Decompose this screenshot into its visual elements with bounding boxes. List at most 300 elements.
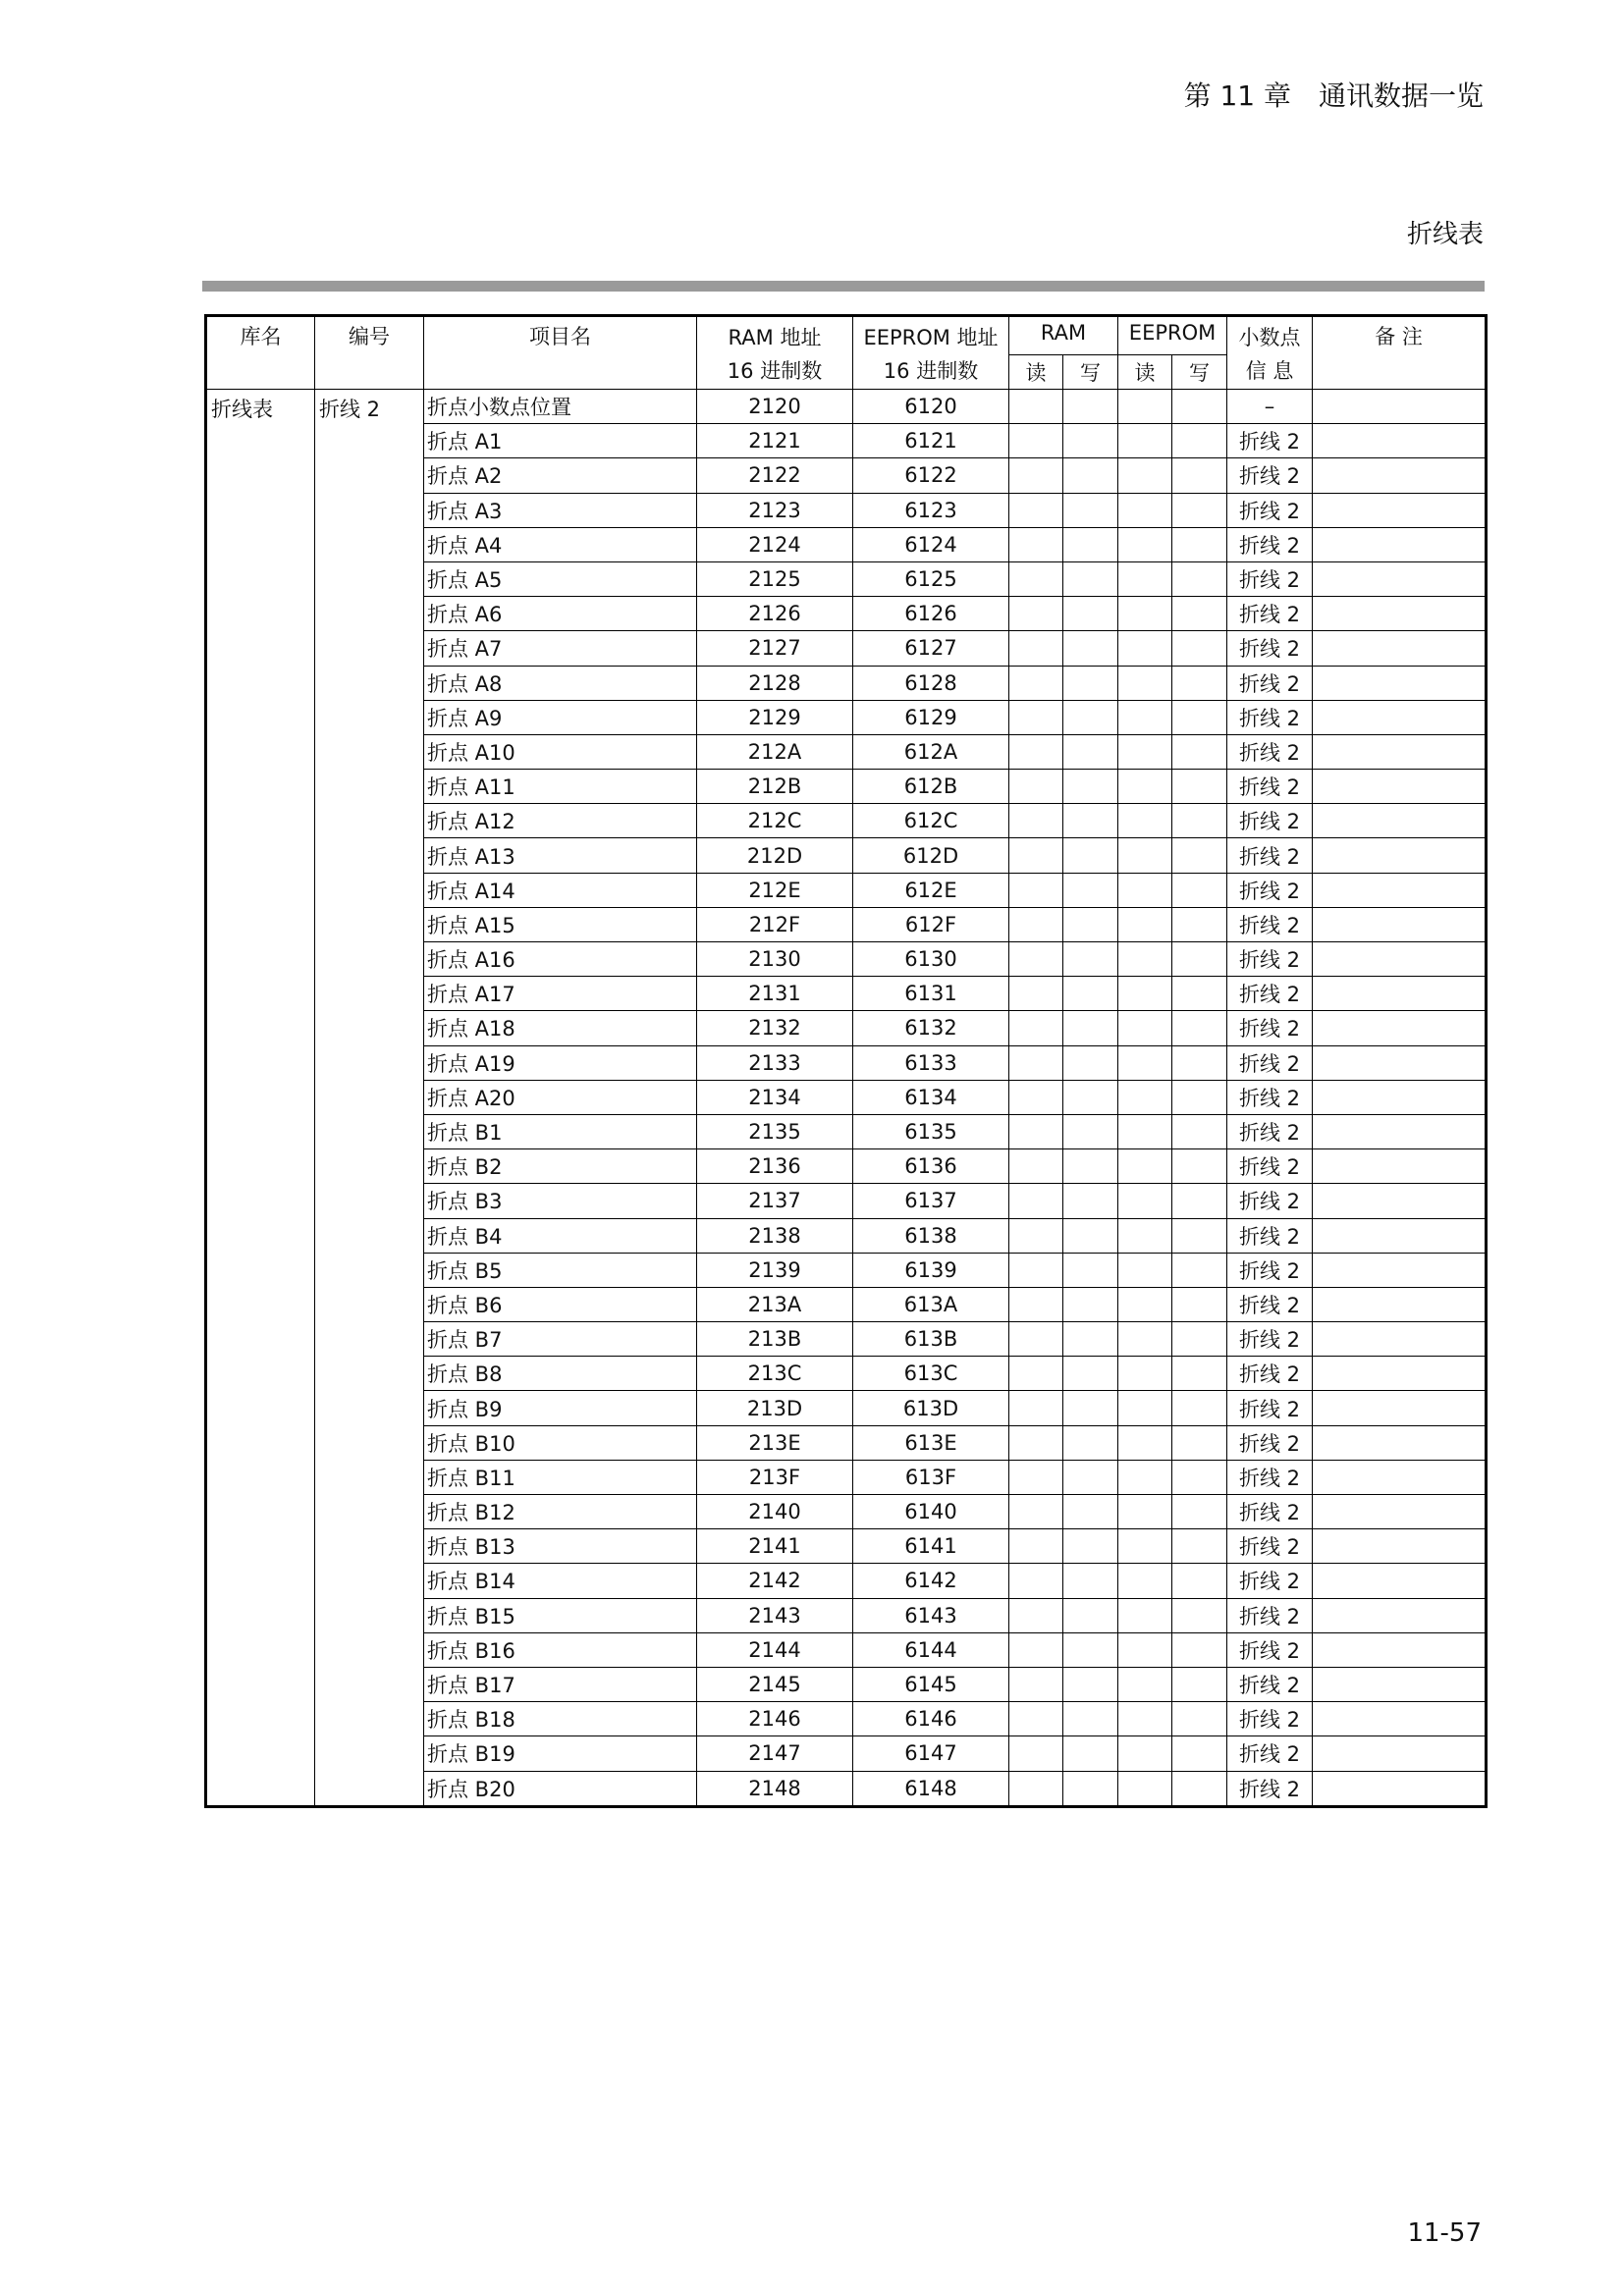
remarks-cell (1313, 1736, 1487, 1771)
remarks-cell (1313, 873, 1487, 907)
header-decimal-info (1227, 316, 1313, 390)
eeprom-address-cell: 613B (853, 1322, 1009, 1357)
decimal-info-cell: 折线 2 (1227, 1287, 1313, 1321)
eeprom-write-cell (1172, 1495, 1227, 1529)
ram-read-cell (1009, 1667, 1063, 1701)
ram-write-cell (1063, 1771, 1118, 1806)
ram-write-cell (1063, 1149, 1118, 1184)
remarks-cell (1313, 770, 1487, 804)
ram-write-cell (1063, 666, 1118, 700)
ram-address-cell: 2136 (697, 1149, 853, 1184)
eeprom-address-cell: 6145 (853, 1667, 1009, 1701)
remarks-cell (1313, 1322, 1487, 1357)
decimal-info-cell: 折线 2 (1227, 631, 1313, 666)
ram-write-cell (1063, 1564, 1118, 1598)
ram-address-cell: 212D (697, 838, 853, 873)
eeprom-write-cell (1172, 1702, 1227, 1736)
eeprom-read-cell (1118, 734, 1172, 769)
ram-address-cell: 213A (697, 1287, 853, 1321)
item-name-cell: 折点 B6 (424, 1287, 697, 1321)
eeprom-address-cell: 612E (853, 873, 1009, 907)
item-name-cell: 折点 B16 (424, 1632, 697, 1667)
ram-read-cell (1009, 804, 1063, 838)
ram-address-cell: 212C (697, 804, 853, 838)
remarks-cell (1313, 1495, 1487, 1529)
decimal-info-cell: 折线 2 (1227, 1391, 1313, 1425)
eeprom-address-cell: 6147 (853, 1736, 1009, 1771)
eeprom-address-cell: 6143 (853, 1598, 1009, 1632)
eeprom-address-cell: 6137 (853, 1184, 1009, 1218)
eeprom-write-cell (1172, 1322, 1227, 1357)
item-name-cell: 折点 A14 (424, 873, 697, 907)
eeprom-read-cell (1118, 1425, 1172, 1460)
ram-read-cell (1009, 1702, 1063, 1736)
remarks-cell (1313, 1149, 1487, 1184)
eeprom-write-cell (1172, 1598, 1227, 1632)
ram-write-cell (1063, 1218, 1118, 1253)
remarks-cell (1313, 597, 1487, 631)
item-name-cell: 折点 A9 (424, 700, 697, 734)
section-title: 折线表 (1406, 220, 1484, 249)
remarks-cell (1313, 734, 1487, 769)
eeprom-address-cell: 612A (853, 734, 1009, 769)
eeprom-read-cell (1118, 1218, 1172, 1253)
header-ram-address-line2: 16 进制数 (727, 359, 823, 383)
eeprom-address-cell: 6148 (853, 1771, 1009, 1806)
ram-read-cell (1009, 1771, 1063, 1806)
ram-address-cell: 213B (697, 1322, 853, 1357)
ram-read-cell (1009, 458, 1063, 493)
item-name-cell: 折点 A2 (424, 458, 697, 493)
item-name-cell: 折点 A15 (424, 907, 697, 941)
eeprom-write-cell (1172, 700, 1227, 734)
ram-address-cell: 2128 (697, 666, 853, 700)
data-table (204, 314, 1488, 1808)
remarks-cell (1313, 1114, 1487, 1148)
eeprom-read-cell (1118, 977, 1172, 1011)
ram-write-cell (1063, 597, 1118, 631)
eeprom-write-cell (1172, 1045, 1227, 1080)
eeprom-write-cell (1172, 527, 1227, 561)
eeprom-write-cell (1172, 493, 1227, 527)
header-ram-address-line1: RAM 地址 (728, 326, 822, 349)
decimal-info-cell: 折线 2 (1227, 1011, 1313, 1045)
eeprom-write-cell (1172, 1114, 1227, 1148)
eeprom-address-cell: 6127 (853, 631, 1009, 666)
eeprom-read-cell (1118, 1287, 1172, 1321)
ram-address-cell: 2138 (697, 1218, 853, 1253)
ram-address-cell: 2126 (697, 597, 853, 631)
eeprom-read-cell (1118, 700, 1172, 734)
eeprom-address-cell: 6122 (853, 458, 1009, 493)
section-divider (202, 281, 1485, 292)
ram-read-cell (1009, 493, 1063, 527)
ram-address-cell: 2146 (697, 1702, 853, 1736)
ram-read-cell (1009, 1391, 1063, 1425)
decimal-info-cell: 折线 2 (1227, 1702, 1313, 1736)
header-eeprom-address-line1: EEPROM 地址 (863, 326, 999, 349)
ram-address-cell: 2122 (697, 458, 853, 493)
eeprom-address-cell: 612C (853, 804, 1009, 838)
header-ram-read: 读 (1009, 355, 1063, 390)
eeprom-write-cell (1172, 1218, 1227, 1253)
eeprom-read-cell (1118, 1667, 1172, 1701)
item-name-cell: 折点 B1 (424, 1114, 697, 1148)
eeprom-write-cell (1172, 942, 1227, 977)
eeprom-address-cell: 6146 (853, 1702, 1009, 1736)
ram-write-cell (1063, 1529, 1118, 1564)
eeprom-read-cell (1118, 1771, 1172, 1806)
remarks-cell (1313, 1218, 1487, 1253)
eeprom-read-cell (1118, 1702, 1172, 1736)
ram-address-cell: 2139 (697, 1253, 853, 1287)
item-name-cell: 折点 B12 (424, 1495, 697, 1529)
ram-address-cell: 2133 (697, 1045, 853, 1080)
decimal-info-cell: 折线 2 (1227, 1045, 1313, 1080)
eeprom-read-cell (1118, 458, 1172, 493)
header-item-name: 项目名 (424, 316, 697, 390)
eeprom-write-cell (1172, 1425, 1227, 1460)
ram-address-cell: 212A (697, 734, 853, 769)
eeprom-read-cell (1118, 1011, 1172, 1045)
decimal-info-cell: 折线 2 (1227, 1632, 1313, 1667)
item-name-cell: 折点 A4 (424, 527, 697, 561)
ram-write-cell (1063, 770, 1118, 804)
decimal-info-cell: 折线 2 (1227, 1667, 1313, 1701)
ram-address-cell: 2135 (697, 1114, 853, 1148)
page-number: 11-57 (1407, 2218, 1482, 2248)
ram-read-cell (1009, 1080, 1063, 1114)
eeprom-write-cell (1172, 1149, 1227, 1184)
eeprom-read-cell (1118, 1253, 1172, 1287)
decimal-info-cell: 折线 2 (1227, 493, 1313, 527)
eeprom-write-cell (1172, 631, 1227, 666)
remarks-cell (1313, 1564, 1487, 1598)
remarks-cell (1313, 1011, 1487, 1045)
eeprom-read-cell (1118, 1045, 1172, 1080)
ram-address-cell: 2127 (697, 631, 853, 666)
item-name-cell: 折点 B18 (424, 1702, 697, 1736)
eeprom-read-cell (1118, 424, 1172, 458)
eeprom-read-cell (1118, 770, 1172, 804)
eeprom-read-cell (1118, 561, 1172, 596)
decimal-info-cell: 折线 2 (1227, 527, 1313, 561)
item-name-cell: 折点 B11 (424, 1460, 697, 1494)
item-name-cell: 折点 A16 (424, 942, 697, 977)
ram-write-cell (1063, 631, 1118, 666)
decimal-info-cell: 折线 2 (1227, 1253, 1313, 1287)
ram-address-cell: 2147 (697, 1736, 853, 1771)
ram-read-cell (1009, 527, 1063, 561)
ram-write-cell (1063, 907, 1118, 941)
header-library: 库名 (206, 316, 315, 390)
item-name-cell: 折点 A19 (424, 1045, 697, 1080)
ram-write-cell (1063, 1702, 1118, 1736)
header-eeprom-read: 读 (1118, 355, 1172, 390)
ram-address-cell: 212B (697, 770, 853, 804)
ram-read-cell (1009, 700, 1063, 734)
header-number: 编号 (315, 316, 424, 390)
remarks-cell (1313, 1287, 1487, 1321)
ram-read-cell (1009, 873, 1063, 907)
header-ram: RAM (1009, 316, 1118, 355)
eeprom-address-cell: 613D (853, 1391, 1009, 1425)
item-name-cell: 折点 B20 (424, 1771, 697, 1806)
ram-read-cell (1009, 1045, 1063, 1080)
decimal-info-cell: 折线 2 (1227, 1080, 1313, 1114)
eeprom-address-cell: 6135 (853, 1114, 1009, 1148)
ram-write-cell (1063, 527, 1118, 561)
table-body (206, 390, 1487, 1807)
ram-read-cell (1009, 597, 1063, 631)
ram-read-cell (1009, 1529, 1063, 1564)
decimal-info-cell: 折线 2 (1227, 804, 1313, 838)
ram-address-cell: 2129 (697, 700, 853, 734)
remarks-cell (1313, 1771, 1487, 1806)
decimal-info-cell: 折线 2 (1227, 458, 1313, 493)
eeprom-address-cell: 6134 (853, 1080, 1009, 1114)
item-name-cell: 折点 A7 (424, 631, 697, 666)
ram-read-cell (1009, 424, 1063, 458)
eeprom-address-cell: 6128 (853, 666, 1009, 700)
ram-write-cell (1063, 1045, 1118, 1080)
eeprom-write-cell (1172, 873, 1227, 907)
remarks-cell (1313, 493, 1487, 527)
decimal-info-cell: 折线 2 (1227, 1184, 1313, 1218)
item-name-cell: 折点 A1 (424, 424, 697, 458)
header-eeprom-address (853, 316, 1009, 390)
remarks-cell (1313, 1045, 1487, 1080)
eeprom-read-cell (1118, 1495, 1172, 1529)
ram-write-cell (1063, 977, 1118, 1011)
decimal-info-cell: 折线 2 (1227, 1771, 1313, 1806)
ram-address-cell: 213E (697, 1425, 853, 1460)
eeprom-read-cell (1118, 390, 1172, 424)
eeprom-write-cell (1172, 1529, 1227, 1564)
item-name-cell: 折点小数点位置 (424, 390, 697, 424)
eeprom-address-cell: 6123 (853, 493, 1009, 527)
remarks-cell (1313, 1080, 1487, 1114)
eeprom-read-cell (1118, 631, 1172, 666)
number-cell: 折线 2 (315, 390, 424, 1807)
eeprom-address-cell: 6141 (853, 1529, 1009, 1564)
ram-address-cell: 2121 (697, 424, 853, 458)
eeprom-write-cell (1172, 561, 1227, 596)
ram-address-cell: 2124 (697, 527, 853, 561)
eeprom-read-cell (1118, 597, 1172, 631)
eeprom-write-cell (1172, 1667, 1227, 1701)
eeprom-write-cell (1172, 597, 1227, 631)
eeprom-read-cell (1118, 527, 1172, 561)
ram-read-cell (1009, 1564, 1063, 1598)
eeprom-write-cell (1172, 977, 1227, 1011)
remarks-cell (1313, 1529, 1487, 1564)
header-eeprom: EEPROM (1118, 316, 1227, 355)
chapter-header: 第 11 章 通讯数据一览 (1183, 80, 1484, 112)
ram-write-cell (1063, 390, 1118, 424)
ram-write-cell (1063, 1287, 1118, 1321)
decimal-info-cell: 折线 2 (1227, 770, 1313, 804)
eeprom-address-cell: 6144 (853, 1632, 1009, 1667)
item-name-cell: 折点 B15 (424, 1598, 697, 1632)
eeprom-read-cell (1118, 1080, 1172, 1114)
ram-read-cell (1009, 1598, 1063, 1632)
item-name-cell: 折点 B8 (424, 1357, 697, 1391)
ram-write-cell (1063, 1114, 1118, 1148)
remarks-cell (1313, 700, 1487, 734)
ram-address-cell: 2145 (697, 1667, 853, 1701)
eeprom-address-cell: 6124 (853, 527, 1009, 561)
ram-address-cell: 2120 (697, 390, 853, 424)
remarks-cell (1313, 804, 1487, 838)
ram-write-cell (1063, 873, 1118, 907)
ram-write-cell (1063, 1253, 1118, 1287)
eeprom-write-cell (1172, 1771, 1227, 1806)
decimal-info-cell: 折线 2 (1227, 873, 1313, 907)
eeprom-read-cell (1118, 1460, 1172, 1494)
ram-address-cell: 213D (697, 1391, 853, 1425)
item-name-cell: 折点 B5 (424, 1253, 697, 1287)
ram-address-cell: 2142 (697, 1564, 853, 1598)
eeprom-write-cell (1172, 770, 1227, 804)
remarks-cell (1313, 1598, 1487, 1632)
eeprom-write-cell (1172, 1011, 1227, 1045)
eeprom-read-cell (1118, 1149, 1172, 1184)
ram-address-cell: 213C (697, 1357, 853, 1391)
table-header (206, 316, 1487, 390)
ram-read-cell (1009, 1253, 1063, 1287)
ram-read-cell (1009, 907, 1063, 941)
item-name-cell: 折点 A18 (424, 1011, 697, 1045)
eeprom-read-cell (1118, 1564, 1172, 1598)
header-ram-address (697, 316, 853, 390)
remarks-cell (1313, 838, 1487, 873)
decimal-info-cell: 折线 2 (1227, 838, 1313, 873)
eeprom-read-cell (1118, 873, 1172, 907)
eeprom-address-cell: 613A (853, 1287, 1009, 1321)
remarks-cell (1313, 1632, 1487, 1667)
ram-write-cell (1063, 1736, 1118, 1771)
eeprom-write-cell (1172, 458, 1227, 493)
eeprom-write-cell (1172, 907, 1227, 941)
eeprom-read-cell (1118, 804, 1172, 838)
decimal-info-cell: 折线 2 (1227, 1149, 1313, 1184)
decimal-info-cell: 折线 2 (1227, 1218, 1313, 1253)
ram-write-cell (1063, 1080, 1118, 1114)
ram-read-cell (1009, 1114, 1063, 1148)
item-name-cell: 折点 A5 (424, 561, 697, 596)
ram-address-cell: 2132 (697, 1011, 853, 1045)
header-eeprom-write: 写 (1172, 355, 1227, 390)
eeprom-read-cell (1118, 1598, 1172, 1632)
ram-write-cell (1063, 1391, 1118, 1425)
ram-write-cell (1063, 1357, 1118, 1391)
ram-write-cell (1063, 1667, 1118, 1701)
ram-write-cell (1063, 1460, 1118, 1494)
decimal-info-cell: 折线 2 (1227, 1460, 1313, 1494)
remarks-cell (1313, 1702, 1487, 1736)
decimal-info-cell: 折线 2 (1227, 1425, 1313, 1460)
eeprom-read-cell (1118, 907, 1172, 941)
ram-read-cell (1009, 631, 1063, 666)
ram-read-cell (1009, 1425, 1063, 1460)
eeprom-address-cell: 6129 (853, 700, 1009, 734)
eeprom-write-cell (1172, 1080, 1227, 1114)
eeprom-address-cell: 6139 (853, 1253, 1009, 1287)
ram-address-cell: 2137 (697, 1184, 853, 1218)
eeprom-write-cell (1172, 1184, 1227, 1218)
remarks-cell (1313, 1460, 1487, 1494)
eeprom-address-cell: 612D (853, 838, 1009, 873)
item-name-cell: 折点 A3 (424, 493, 697, 527)
eeprom-address-cell: 6130 (853, 942, 1009, 977)
ram-read-cell (1009, 770, 1063, 804)
eeprom-address-cell: 613C (853, 1357, 1009, 1391)
decimal-info-cell: 折线 2 (1227, 907, 1313, 941)
eeprom-address-cell: 6132 (853, 1011, 1009, 1045)
ram-write-cell (1063, 1322, 1118, 1357)
ram-write-cell (1063, 1011, 1118, 1045)
eeprom-read-cell (1118, 493, 1172, 527)
remarks-cell (1313, 424, 1487, 458)
eeprom-write-cell (1172, 1632, 1227, 1667)
eeprom-address-cell: 612B (853, 770, 1009, 804)
eeprom-address-cell: 6120 (853, 390, 1009, 424)
item-name-cell: 折点 B10 (424, 1425, 697, 1460)
remarks-cell (1313, 907, 1487, 941)
ram-read-cell (1009, 977, 1063, 1011)
remarks-cell (1313, 1184, 1487, 1218)
eeprom-read-cell (1118, 666, 1172, 700)
eeprom-write-cell (1172, 1736, 1227, 1771)
eeprom-address-cell: 6125 (853, 561, 1009, 596)
eeprom-read-cell (1118, 1357, 1172, 1391)
ram-write-cell (1063, 804, 1118, 838)
library-cell: 折线表 (206, 390, 315, 1807)
ram-read-cell (1009, 666, 1063, 700)
ram-address-cell: 2141 (697, 1529, 853, 1564)
ram-address-cell: 2134 (697, 1080, 853, 1114)
eeprom-address-cell: 6133 (853, 1045, 1009, 1080)
eeprom-address-cell: 612F (853, 907, 1009, 941)
ram-write-cell (1063, 493, 1118, 527)
header-decimal-info-line2: 信 息 (1245, 359, 1294, 383)
item-name-cell: 折点 A12 (424, 804, 697, 838)
header-remarks: 备 注 (1313, 316, 1487, 390)
item-name-cell: 折点 A6 (424, 597, 697, 631)
remarks-cell (1313, 458, 1487, 493)
eeprom-read-cell (1118, 942, 1172, 977)
ram-read-cell (1009, 942, 1063, 977)
item-name-cell: 折点 B7 (424, 1322, 697, 1357)
eeprom-write-cell (1172, 424, 1227, 458)
ram-read-cell (1009, 1287, 1063, 1321)
decimal-info-cell: – (1227, 390, 1313, 424)
decimal-info-cell: 折线 2 (1227, 734, 1313, 769)
decimal-info-cell: 折线 2 (1227, 597, 1313, 631)
ram-write-cell (1063, 561, 1118, 596)
ram-address-cell: 2140 (697, 1495, 853, 1529)
decimal-info-cell: 折线 2 (1227, 561, 1313, 596)
eeprom-write-cell (1172, 1391, 1227, 1425)
eeprom-write-cell (1172, 1564, 1227, 1598)
ram-write-cell (1063, 424, 1118, 458)
ram-write-cell (1063, 1632, 1118, 1667)
item-name-cell: 折点 B9 (424, 1391, 697, 1425)
item-name-cell: 折点 B2 (424, 1149, 697, 1184)
eeprom-write-cell (1172, 1253, 1227, 1287)
remarks-cell (1313, 1425, 1487, 1460)
